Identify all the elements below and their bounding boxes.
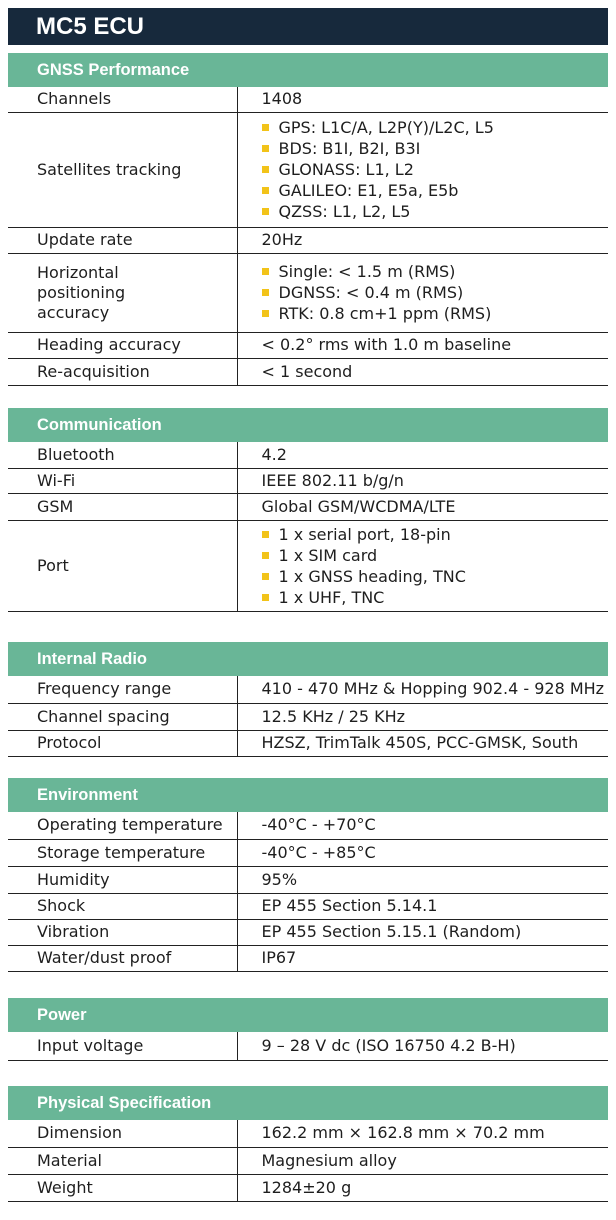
row-value: Global GSM/WCDMA/LTE bbox=[237, 493, 608, 520]
list-item-text: 1 x serial port, 18-pin bbox=[278, 524, 451, 544]
table-row bbox=[8, 812, 608, 839]
row-label: Operating temperature bbox=[37, 815, 223, 835]
row-label: Input voltage bbox=[37, 1035, 144, 1055]
list-item-text: GPS: L1C/A, L2P(Y)/L2C, L5 bbox=[278, 118, 494, 137]
list-item-text: 1 x GNSS heading, TNC bbox=[278, 566, 466, 586]
row-label: Humidity bbox=[37, 869, 110, 889]
bullet-square-icon bbox=[262, 268, 269, 275]
row-value: EP 455 Section 5.14.1 bbox=[237, 893, 608, 919]
table-row bbox=[8, 87, 608, 112]
spec-table bbox=[8, 87, 608, 386]
row-label-text: Horizontal positioning accuracy bbox=[37, 262, 126, 322]
row-label bbox=[8, 253, 237, 332]
list-item bbox=[262, 545, 609, 566]
bullet-square-icon bbox=[262, 573, 269, 580]
row-value: 410 - 470 MHz & Hopping 902.4 - 928 MHz bbox=[237, 676, 608, 703]
row-value bbox=[237, 520, 608, 611]
section-physical-specification bbox=[8, 1086, 608, 1202]
section-heading: Environment bbox=[8, 778, 608, 812]
bullet-square-icon bbox=[262, 531, 269, 538]
table-row bbox=[8, 468, 608, 493]
table-row bbox=[8, 442, 608, 468]
table-row bbox=[8, 1120, 608, 1147]
table-row bbox=[8, 1147, 608, 1174]
bullet-list bbox=[262, 524, 609, 608]
row-value: 1408 bbox=[237, 87, 608, 112]
spec-table bbox=[8, 1120, 608, 1202]
table-row bbox=[8, 703, 608, 730]
section-communication bbox=[8, 408, 608, 612]
list-item bbox=[262, 524, 609, 545]
bullet-square-icon bbox=[262, 289, 269, 296]
row-label: Water/dust proof bbox=[37, 948, 172, 967]
row-value: -40°C - +70°C bbox=[237, 812, 608, 839]
list-item bbox=[262, 566, 609, 587]
row-label: Bluetooth bbox=[37, 444, 115, 464]
table-row bbox=[8, 112, 608, 227]
section-heading: Power bbox=[8, 998, 608, 1032]
row-value: IP67 bbox=[237, 945, 608, 971]
row-value: -40°C - +85°C bbox=[237, 839, 608, 866]
row-value: 95% bbox=[237, 866, 608, 893]
row-value: Magnesium alloy bbox=[237, 1147, 608, 1174]
bullet-square-icon bbox=[262, 124, 269, 131]
row-label: Weight bbox=[37, 1177, 93, 1197]
table-row bbox=[8, 358, 608, 385]
row-label: Frequency range bbox=[37, 679, 172, 699]
row-label: Wi-Fi bbox=[37, 470, 76, 490]
list-item-text: DGNSS: < 0.4 m (RMS) bbox=[278, 283, 464, 302]
row-label: Material bbox=[37, 1150, 102, 1170]
row-label: GSM bbox=[37, 496, 74, 516]
row-value: 4.2 bbox=[237, 442, 608, 468]
table-row bbox=[8, 919, 608, 945]
row-label: Satellites tracking bbox=[37, 159, 182, 179]
spec-table bbox=[8, 676, 608, 757]
bullet-list bbox=[262, 261, 609, 324]
spec-table bbox=[8, 442, 608, 612]
row-value: EP 455 Section 5.15.1 (Random) bbox=[237, 919, 608, 945]
page-title: MC5 ECU bbox=[8, 8, 608, 45]
list-item bbox=[262, 282, 609, 303]
spec-table bbox=[8, 1032, 608, 1061]
row-value bbox=[237, 112, 608, 227]
list-item-text: GALILEO: E1, E5a, E5b bbox=[278, 181, 459, 200]
row-value: 20Hz bbox=[237, 227, 608, 253]
bullet-list bbox=[262, 117, 609, 222]
bullet-square-icon bbox=[262, 594, 269, 601]
row-label: Heading accuracy bbox=[37, 335, 181, 354]
section-power bbox=[8, 998, 608, 1061]
table-row bbox=[8, 227, 608, 253]
table-row bbox=[8, 945, 608, 971]
list-item-text: 1 x SIM card bbox=[278, 545, 378, 565]
list-item bbox=[262, 117, 609, 138]
list-item bbox=[262, 261, 609, 282]
bullet-square-icon bbox=[262, 187, 269, 194]
list-item-text: BDS: B1I, B2I, B3I bbox=[278, 139, 421, 158]
table-row bbox=[8, 839, 608, 866]
row-label: Vibration bbox=[37, 922, 110, 941]
row-label: Protocol bbox=[37, 733, 102, 752]
table-row bbox=[8, 332, 608, 358]
section-environment bbox=[8, 778, 608, 972]
list-item-text: 1 x UHF, TNC bbox=[278, 587, 385, 607]
section-gnss-performance bbox=[8, 53, 608, 386]
row-value: 9 – 28 V dc (ISO 16750 4.2 B-H) bbox=[237, 1032, 608, 1060]
list-item-text: GLONASS: L1, L2 bbox=[278, 160, 414, 179]
row-label: Channel spacing bbox=[37, 706, 170, 726]
row-value: 12.5 KHz / 25 KHz bbox=[237, 703, 608, 730]
list-item bbox=[262, 303, 609, 324]
bullet-square-icon bbox=[262, 145, 269, 152]
section-internal-radio bbox=[8, 642, 608, 757]
row-value: < 1 second bbox=[237, 358, 608, 385]
section-heading: Communication bbox=[8, 408, 608, 442]
table-row bbox=[8, 730, 608, 756]
table-row bbox=[8, 253, 608, 332]
table-row bbox=[8, 493, 608, 520]
row-value: 162.2 mm × 162.8 mm × 70.2 mm bbox=[237, 1120, 608, 1147]
row-label: Storage temperature bbox=[37, 842, 206, 862]
list-item bbox=[262, 159, 609, 180]
bullet-square-icon bbox=[262, 166, 269, 173]
row-label: Re-acquisition bbox=[37, 361, 150, 381]
bullet-square-icon bbox=[262, 552, 269, 559]
row-value: HZSZ, TrimTalk 450S, PCC-GMSK, South bbox=[237, 730, 608, 756]
list-item-text: QZSS: L1, L2, L5 bbox=[278, 202, 411, 221]
list-item bbox=[262, 587, 609, 608]
spec-table bbox=[8, 812, 608, 972]
row-label: Channels bbox=[37, 89, 112, 109]
row-value bbox=[237, 253, 608, 332]
row-value: 1284±20 g bbox=[237, 1174, 608, 1201]
table-row bbox=[8, 866, 608, 893]
table-row bbox=[8, 1032, 608, 1060]
table-row bbox=[8, 893, 608, 919]
list-item-text: Single: < 1.5 m (RMS) bbox=[278, 262, 456, 281]
row-label: Shock bbox=[37, 896, 86, 915]
row-value: IEEE 802.11 b/g/n bbox=[237, 468, 608, 493]
table-row bbox=[8, 520, 608, 611]
list-item bbox=[262, 138, 609, 159]
row-label: Update rate bbox=[37, 230, 133, 249]
bullet-square-icon bbox=[262, 208, 269, 215]
bullet-square-icon bbox=[262, 310, 269, 317]
section-heading: Physical Specification bbox=[8, 1086, 608, 1120]
row-value: < 0.2° rms with 1.0 m baseline bbox=[237, 332, 608, 358]
list-item bbox=[262, 180, 609, 201]
list-item bbox=[262, 201, 609, 222]
list-item-text: RTK: 0.8 cm+1 ppm (RMS) bbox=[278, 304, 492, 323]
section-heading: GNSS Performance bbox=[8, 53, 608, 87]
table-row bbox=[8, 1174, 608, 1201]
row-label: Port bbox=[37, 555, 69, 575]
table-row bbox=[8, 676, 608, 703]
section-heading: Internal Radio bbox=[8, 642, 608, 676]
row-label: Dimension bbox=[37, 1123, 123, 1143]
